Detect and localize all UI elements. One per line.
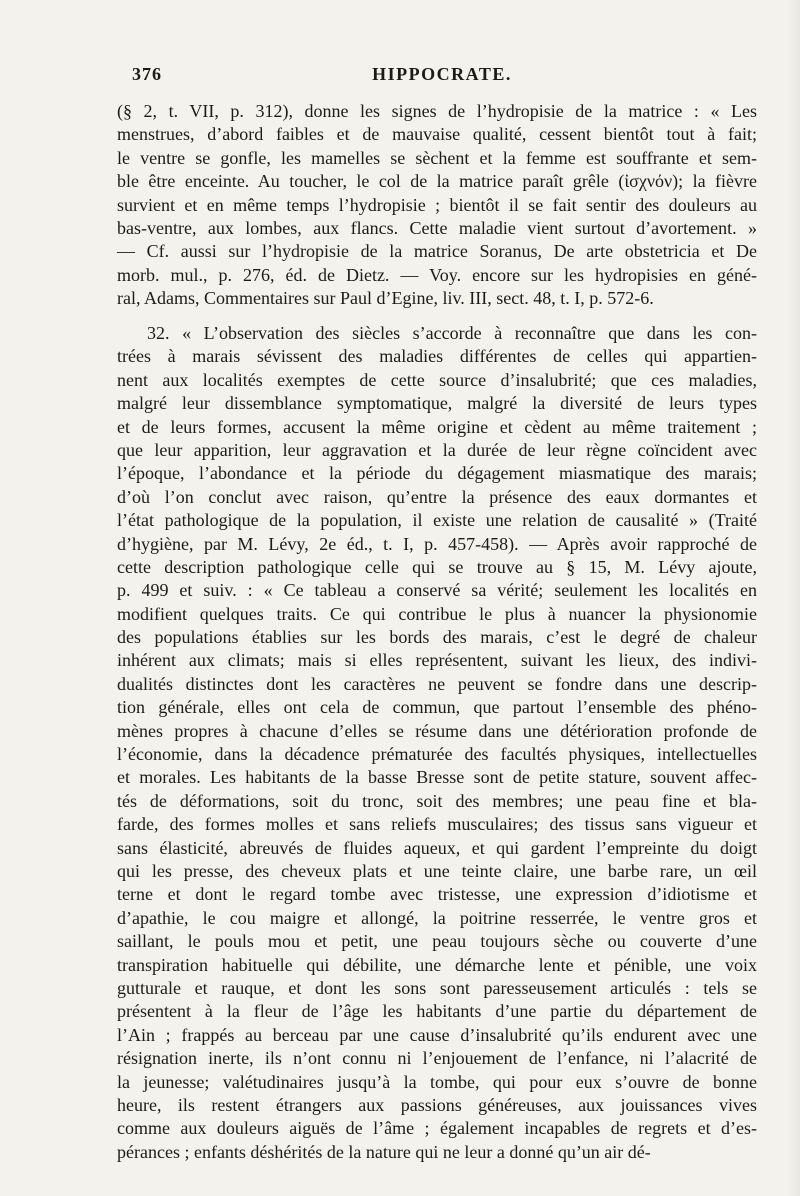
text-line: — Cf. aussi sur l’hydropisie de la matrice Soranus, De arte obstetricia et De bbox=[117, 241, 757, 262]
text-line: l’état pathologique de la population, il existe une relation de causalité » (Traité bbox=[117, 510, 757, 531]
text-line: farde, des formes molles et sans reliefs musculaires; des tissus sans vigueur et bbox=[117, 814, 757, 835]
text-line: cette description pathologique celle qui se trouve au § 15, M. Lévy ajoute, bbox=[117, 556, 757, 577]
text-line: gutturale et rauque, et dont les sons sont paresseusement articulés : tels se bbox=[117, 977, 757, 998]
text-line: l’Ain ; frappés au berceau par une cause d’insalubrité qu’ils endurent avec une bbox=[117, 1024, 757, 1045]
page-edge-shadow bbox=[786, 0, 800, 1196]
text-line: des populations établies sur les bords des marais, c’est le degré de chaleur bbox=[117, 627, 757, 648]
text-line: ble être enceinte. Au toucher, le col de la matrice paraît grêle (ἰσχνόν); la fièvre bbox=[117, 171, 757, 192]
text-line: menstrues, d’abord faibles et de mauvaise qualité, cessent bientôt tout à fait; bbox=[117, 124, 757, 145]
text-line: nent aux localités exemptes de cette source d’insalubrité; que ces maladies, bbox=[117, 369, 757, 390]
text-line: modifient quelques traits. Ce qui contribue le plus à nuancer la physionomie bbox=[117, 603, 757, 624]
text-line: sans élasticité, abreuvés de fluides aqueux, et qui gardent l’empreinte du doigt bbox=[117, 837, 757, 858]
text-line: inhérent aux climats; mais si elles représentent, suivant les lieux, des indivi- bbox=[117, 650, 757, 671]
running-head: HIPPOCRATE. bbox=[372, 64, 512, 84]
text-line: la jeunesse; valétudinaires jusqu’à la tombe, qui pour eux s’ouvre de bonne bbox=[117, 1071, 757, 1092]
text-line: tion générale, elles ont cela de commun, que partout l’ensemble des phéno- bbox=[117, 697, 757, 718]
text-line: l’époque, l’abondance et la période du dégagement miasmatique des marais; bbox=[117, 463, 757, 484]
text-line: 32. « L’observation des siècles s’accorde à reconnaître que dans les con- bbox=[147, 323, 757, 343]
text-line: d’hygiène, par M. Lévy, 2e éd., t. I, p. 457-458). — Après avoir rapproché de bbox=[117, 533, 757, 554]
text-line: morb. mul., p. 276, éd. de Dietz. — Voy. encore sur les hydropisies en géné- bbox=[117, 264, 757, 285]
text-line: qui les presse, des cheveux plats et une teinte claire, une barbe rare, un œil bbox=[117, 860, 757, 881]
text-line: terne et dont le regard tombe avec tristesse, une expression d’idiotisme et bbox=[117, 884, 757, 905]
text-line: que leur apparition, leur aggravation et la durée de leur règne coïncident avec bbox=[117, 439, 757, 460]
text-line: pérances ; enfants déshérités de la nature qui ne leur a donné qu’un air dé- bbox=[117, 1141, 651, 1162]
text-line: comme aux douleurs aiguës de l’âme ; également incapables de regrets et d’es- bbox=[117, 1118, 757, 1139]
text-line: survient et en même temps l’hydropisie ; bientôt il se fait sentir des douleurs au bbox=[117, 194, 757, 215]
text-line: et de leurs formes, accusent la même origine et cèdent au même traitement ; bbox=[117, 416, 757, 437]
text-line: résignation inerte, ils n’ont connu ni l’enjouement de l’enfance, ni l’alacrité de bbox=[117, 1048, 757, 1069]
text-line: saillant, le pouls mou et petit, une peau toujours sèche ou couverte d’une bbox=[117, 931, 757, 952]
text-line: présentent à la fleur de l’âge les habitants d’une partie du département de bbox=[117, 1001, 757, 1022]
text-line: heure, ils restent étrangers aux passions généreuses, aux jouissances vives bbox=[117, 1094, 757, 1115]
text-line: d’où l’on conclut avec raison, qu’entre la présence des eaux dormantes et bbox=[117, 486, 757, 507]
text-line: l’économie, dans la décadence prématurée des facultés physiques, intellectuelles bbox=[117, 744, 757, 765]
text-line: d’apathie, le cou maigre et allongé, la poitrine resserrée, le ventre gros et bbox=[117, 907, 757, 928]
paragraph-note-32 bbox=[117, 322, 757, 1164]
text-line: le ventre se gonfle, les mamelles se sèchent et la femme est souffrante et sem- bbox=[117, 147, 757, 168]
text-line: dualités distinctes dont les caractères ne peuvent se fondre dans une descrip- bbox=[117, 673, 757, 694]
page-header bbox=[132, 64, 752, 88]
text-line: trées à marais sévissent des maladies différentes de celles qui appartien- bbox=[117, 346, 757, 367]
page-number: 376 bbox=[132, 64, 162, 84]
text-line: tés de déformations, soit du tronc, soit des membres; une peau fine et bla- bbox=[117, 790, 757, 811]
text-line: ral, Adams, Commentaires sur Paul d’Egine, liv. III, sect. 48, t. I, p. 572-6. bbox=[117, 288, 654, 309]
text-line: et morales. Les habitants de la basse Bresse sont de petite stature, souvent affec- bbox=[117, 767, 757, 788]
text-line: transpiration habituelle qui débilite, une démarche lente et pénible, une voix bbox=[117, 954, 757, 975]
text-line: p. 499 et suiv. : « Ce tableau a conservé sa vérité; seulement les localités en bbox=[117, 580, 757, 601]
paragraph-continuation bbox=[117, 100, 757, 311]
text-line: mènes propres à chacune d’elles se résume dans une détérioration profonde de bbox=[117, 720, 757, 741]
text-line: bas-ventre, aux lombes, aux flancs. Cette maladie vient surtout d’avortement. » bbox=[117, 217, 757, 238]
text-line: (§ 2, t. VII, p. 312), donne les signes de l’hydropisie de la matrice : « Les bbox=[117, 101, 757, 121]
text-line: malgré leur dissemblance symptomatique, malgré la diversité de leurs types bbox=[117, 393, 757, 414]
